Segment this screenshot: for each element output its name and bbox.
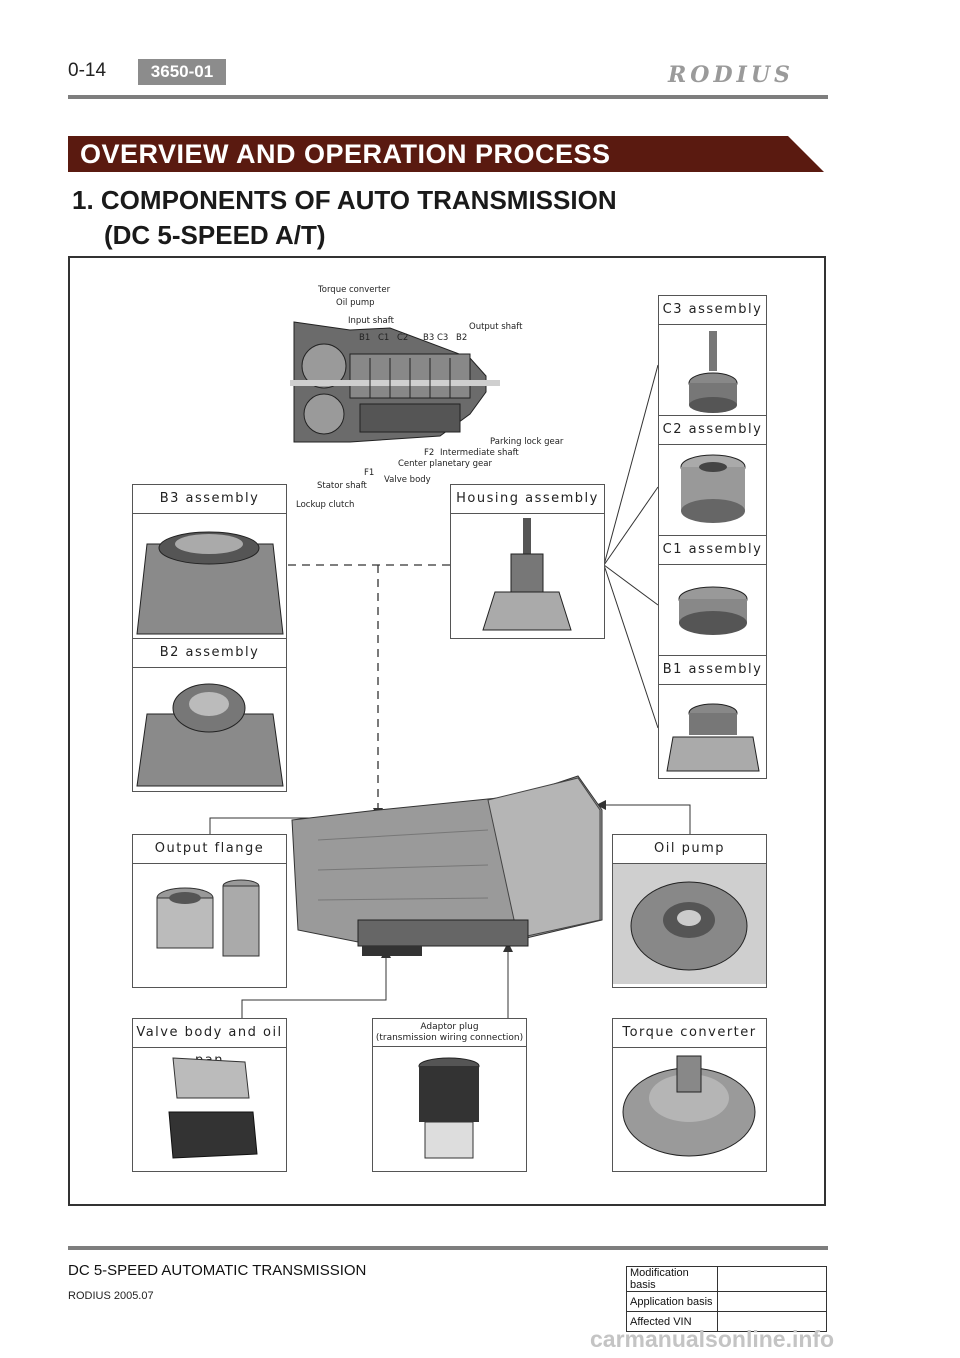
modification-table [626,1266,827,1332]
footer-title: DC 5-SPEED AUTOMATIC TRANSMISSION [68,1262,367,1279]
overview-title: OVERVIEW AND OPERATION PROCESS [80,139,611,169]
adaptor-plug-title [373,1019,526,1047]
b2-assembly-title: B2 assembly [133,639,286,668]
modification-basis-label: Modification basis [627,1267,718,1292]
label-c1: C1 [378,333,390,343]
label-lockup-clutch: Lockup clutch [296,500,355,510]
label-b3-c3: B3 C3 [423,333,449,343]
valve-body-title: Valve body and oil [133,1019,286,1048]
label-b2: B2 [456,333,468,343]
page-number: 0-14 [68,60,107,81]
c2-assembly-image [659,445,766,535]
b3-assembly-image [133,514,286,638]
c1-assembly-image [659,565,766,655]
transmission-assembly-image [288,770,604,960]
oil-pump-title: Oil pump [613,835,766,864]
modification-basis-value [718,1267,827,1292]
section-subheading: (DC 5-SPEED A/T) [104,220,326,250]
footer-subtitle: RODIUS 2005.07 [68,1290,154,1302]
torque-converter-image [613,1048,766,1168]
label-f2: F2 [424,448,435,458]
application-basis-label: Application basis [627,1292,718,1312]
valve-body-panel [132,1018,287,1172]
valve-body-image [133,1048,286,1168]
adaptor-plug-title-line2: (transmission wiring connection) [375,1033,524,1043]
output-flange-panel [132,834,287,988]
application-basis-value [718,1292,827,1312]
torque-converter-title: Torque converter [613,1019,766,1048]
left-assembly-stack [132,484,287,792]
label-f1: F1 [364,468,375,478]
label-parking-lock-gear: Parking lock gear [490,437,564,447]
adaptor-plug-title-line1: Adaptor plug [420,1022,479,1032]
c3-assembly-title: C3 assembly [659,296,766,325]
housing-assembly-panel [450,484,605,639]
oil-pump-image [613,864,766,984]
adaptor-plug-panel [372,1018,527,1172]
right-assembly-stack [658,295,767,779]
affected-vin-label: Affected VIN [627,1312,718,1332]
label-input-shaft: Input shaft [348,316,394,326]
label-oil-pump: Oil pump [336,298,375,308]
c3-assembly-image [659,325,766,415]
housing-assembly-title: Housing assembly [451,485,604,514]
label-center-planetary-gear: Center planetary gear [398,459,492,469]
oil-pump-panel [612,834,767,988]
output-flange-title: Output flange [133,835,286,864]
table-row [627,1267,827,1292]
label-torque-converter: Torque converter [318,285,391,295]
brand-logo: RODIUS [668,62,794,88]
label-b1: B1 [359,333,371,343]
b1-assembly-title: B1 assembly [659,656,766,685]
label-intermediate-shaft: Intermediate shaft [440,448,519,458]
watermark: carmanualsonline.info [590,1326,835,1352]
c1-assembly-title: C1 assembly [659,536,766,565]
adaptor-plug-image [373,1048,526,1168]
footer-rule [68,1246,828,1250]
label-stator-shaft: Stator shaft [317,481,367,491]
section-heading: 1. COMPONENTS OF AUTO TRANSMISSION [72,185,617,215]
section-code-badge: 3650-01 [138,59,226,85]
label-c2: C2 [397,333,409,343]
c2-assembly-title: C2 assembly [659,416,766,445]
label-output-shaft: Output shaft [469,322,523,332]
label-valve-body: Valve body [384,475,431,485]
output-flange-image [133,864,286,984]
b1-assembly-image [659,685,766,777]
housing-assembly-image [451,514,604,636]
table-row [627,1292,827,1312]
b2-assembly-image [133,668,286,790]
torque-converter-panel [612,1018,767,1172]
transmission-cutaway-image [290,318,500,446]
b3-assembly-title: B3 assembly [133,485,286,514]
